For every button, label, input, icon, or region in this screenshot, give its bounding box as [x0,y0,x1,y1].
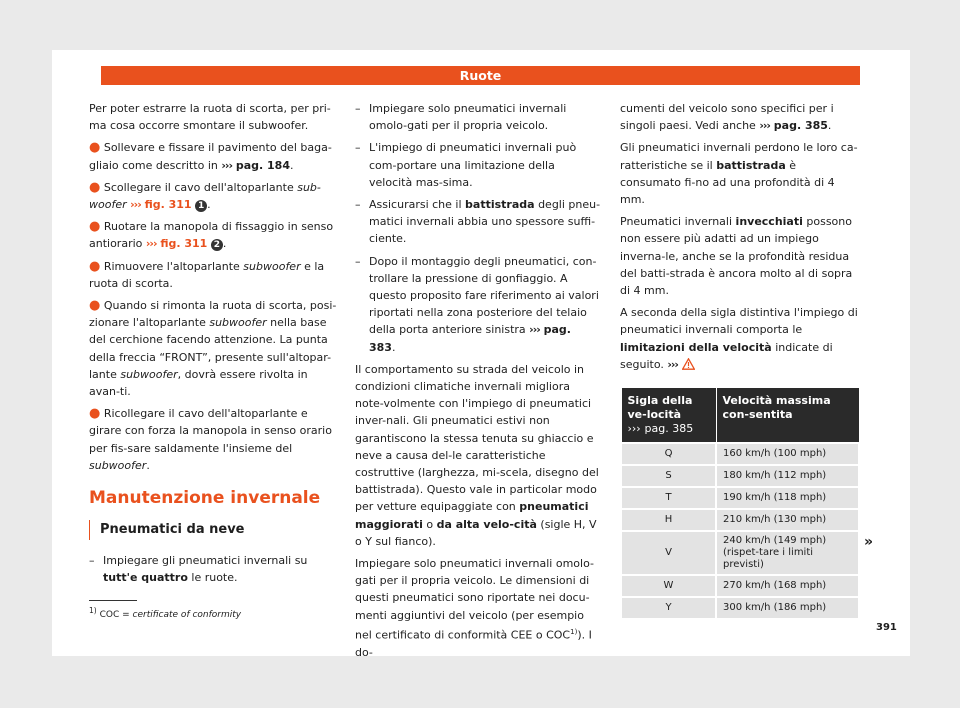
footnote: $^{1)}$ COC = certificate of conformity [89,606,242,620]
paragraph: A seconda della sigla distintiva l'impiego di pneumatici invernali comporta le limitazioni della velocità indicate di seguito. ››› [620,306,858,371]
paragraph: Impiegare solo pneumatici invernali omolo-gati per il propria veicolo. Le dimensioni di questi pneumatici sono riportate nei docu-menti aggiuntivi del veicolo (per esempio nel certificato di conformità CEE o COC$^{1)}$). I do- [355,557,594,659]
dash-item: – L'impiego di pneumatici invernali può com-portare una limitazione della velocità mas-sima. [355,141,577,189]
speed-code: T [621,487,716,509]
max-speed: 300 km/h (186 mph) [716,597,859,619]
table-row [621,575,859,597]
list-item: ● Ruotare la manopola di fissaggio in senso antiorario ››› fig. 311 2 . [89,219,334,251]
warning-link[interactable]: ››› [667,358,694,371]
table-header-code: Sigla della ve-locità ››› pag. 385 [621,388,716,444]
max-speed: 160 km/h (100 mph) [716,443,859,465]
footnote-divider [89,600,137,601]
paragraph: Gli pneumatici invernali perdono le loro ca-ratteristiche se il battistrada è consumato fi-no ad una profondità di 4 mm. [620,141,858,207]
section-title: Manutenzione invernale [89,488,321,509]
speed-table [620,387,860,620]
callout-number: 1 [195,200,207,212]
table-row [621,509,859,531]
dash-item: – Impiegare solo pneumatici invernali omolo-gati per il propria veicolo. [355,102,567,133]
max-speed: 180 km/h (112 mph) [716,465,859,487]
page-link[interactable]: ››› pag. 385 [759,119,828,133]
list-item: ● Quando si rimonta la ruota di scorta, posi-zionare l'altoparlante subwoofer nella base del cerchione facendo attenzione. La punta della freccia “FRONT”, presente sull'altopar-lante subwoofer, dovrà essere rivolta in avan-ti. [89,298,337,399]
figure-link[interactable]: ››› fig. 311 [145,237,208,251]
intro-paragraph: Per poter estrarre la ruota di scorta, per pri-ma cosa occorre smontare il subwoofer. [89,102,331,133]
bullet-icon: ● [89,179,101,195]
list-item: ● Scollegare il cavo dell'altoparlante sub-woofer ››› fig. 311 1 . [89,179,321,212]
table-row [621,531,859,575]
dash-item: – Impiegare gli pneumatici invernali su tutt'e quattro le ruote. [89,554,308,585]
bullet-icon: ● [89,140,101,156]
table-row [621,443,859,465]
speed-code: W [621,575,716,597]
callout-number: 2 [211,239,223,251]
page-link[interactable]: ››› pag. 184 [221,158,290,172]
subsection-title: Pneumatici da neve [89,520,341,540]
column-1 [89,100,341,591]
paragraph: Il comportamento su strada del veicolo in condizioni climatiche invernali migliora note-volmente con l'impiego di pneumatici inver-nali. Gli pneumatici estivi non garantiscono la stessa tenuta su ghiaccio e neve a causa del-le caratteristiche costruttive (larghezza, mi-scela, disegno del battistrada). Questo vale in particolar modo per vetture equipaggiate con pneumatici maggiorati o da alta velo-cità (sigle H, V o Y sul fianco). [355,362,599,548]
figure-link[interactable]: ››› fig. 311 [130,198,192,212]
page-link[interactable]: ››› pag. 383 [369,323,571,354]
max-speed: 190 km/h (118 mph) [716,487,859,509]
bullet-icon: ● [89,406,101,422]
max-speed: 210 km/h (130 mph) [716,509,859,531]
speed-code: Y [621,597,716,619]
paragraph: Pneumatici invernali invecchiati possono non essere più adatti ad un impiego inverna-le, anche se la profondità residua del batti-strada è ancora molto al di sopra di 4 mm. [620,215,853,298]
page-number: 391 [876,622,897,633]
table-row [621,597,859,619]
table-row [621,465,859,487]
continue-marker: » [864,534,874,550]
column-3 [620,100,860,620]
max-speed: 270 km/h (168 mph) [716,575,859,597]
speed-code: S [621,465,716,487]
page-header: Ruote [101,66,860,85]
table-row [621,487,859,509]
table-header-speed: Velocità massima con-sentita [716,388,859,444]
list-item: ● Sollevare e fissare il pavimento del baga-gliaio come descritto in ››› pag. 184. [89,140,332,172]
speed-code: V [621,531,716,575]
speed-code: Q [621,443,716,465]
bullet-icon: ● [89,219,101,235]
warning-icon [682,358,695,370]
list-item: ● Ricollegare il cavo dell'altoparlante e girare con forza la manopola in senso orario per fis-sare saldamente l'insieme del subwoofer. [89,406,332,472]
bullet-icon: ● [89,298,101,314]
list-item: ● Rimuovere l'altoparlante subwoofer e la ruota di scorta. [89,258,325,290]
paragraph: cumenti del veicolo sono specifici per i singoli paesi. Vedi anche ››› pag. 385. [620,102,834,133]
dash-item: – Dopo il montaggio degli pneumatici, con-trollare la pressione di gonfiaggio. A questo proposito fare riferimento ai valori riportati nella zona posteriore del telaio della porta anteriore sinistra ››› pag. 383. [355,254,599,354]
speed-code: H [621,509,716,531]
bullet-icon: ● [89,258,101,274]
dash-item: – Assicurarsi che il battistrada degli pneu-matici invernali abbia uno spessore suffi-ciente. [355,198,601,246]
max-speed: 240 km/h (149 mph) (rispet-tare i limiti previsti) [716,531,859,575]
column-2 [355,100,601,666]
